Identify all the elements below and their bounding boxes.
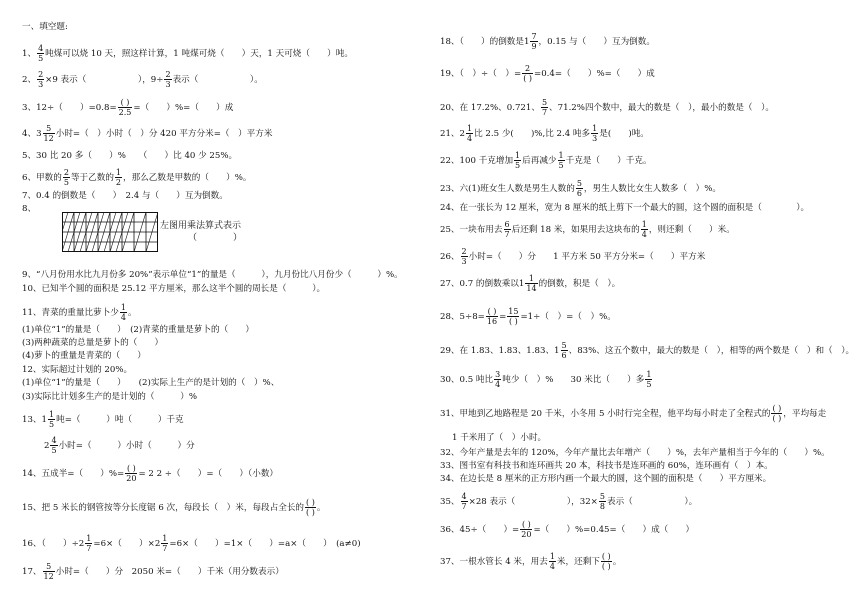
q14-den: 20 [126,474,137,483]
q35-f1-den: 7 [461,502,467,511]
q27-den: 14 [526,284,537,293]
q37-fraction-2 [601,552,612,571]
q15-den: ( ) [306,508,315,517]
q14-fraction [125,464,137,483]
q35-text-3: 表示（ ）。 [606,497,698,507]
question-7: 7、0.4 的倒数是（ ） 2.4 与（ ）互为倒数。 [22,191,228,201]
q19-text-2: =0.4=（ ）%=（ ）成 [534,69,655,79]
q31-num: ( ) [772,404,782,413]
question-15 [22,498,325,517]
question-3 [22,98,233,117]
q2-number: 2、 [22,75,37,85]
q15-num: ( ) [306,498,315,507]
q37-fraction-1 [549,552,556,571]
question-23 [440,179,721,198]
q31-den: ( ) [772,414,782,423]
q23-num: 5 [576,179,582,188]
q18-den: 9 [531,42,537,51]
q4-den: 12 [43,134,54,143]
q25-f2-den: 4 [641,230,647,239]
q3-num: ( ) [118,98,133,108]
q16-fraction-2 [161,534,168,553]
q18-num: 7 [531,32,537,41]
q21-f2-den: 3 [592,134,598,143]
q1-num: 4 [38,44,44,53]
q22-fraction-1 [514,151,521,170]
q19-den: ( ) [523,74,532,83]
q16-f1-num: 1 [86,534,92,543]
q22-f2-den: 5 [558,161,564,170]
q2-text-1: ×9 表示（ ），9÷ [45,75,164,85]
question-11-1: (1)单位“1”的量是（ ） (2)青菜的重量是萝卜的（ ） [22,325,254,335]
q27-text-1: 27、0.7 的倒数乘以 [440,279,519,289]
q37-text-1: 37、一根水管长 4 米，用去 [440,557,548,567]
q21-fraction-2 [591,124,598,143]
q23-den: 6 [576,189,582,198]
q28-fraction-1 [486,307,498,326]
question-36 [440,520,694,539]
q35-fraction-1 [461,492,468,511]
question-13b [44,436,195,455]
q17-fraction [43,562,55,581]
q30-fraction-1 [494,370,501,389]
q11-text-2: 。 [127,308,137,318]
q6-f2-den: 2 [115,178,122,187]
q28-f2-num: 15 [508,307,519,316]
q20-text-2: 、71.2%四个数中，最大的数是（ ），最小的数是（ ）。 [549,103,774,113]
question-25 [440,220,735,239]
question-22 [440,151,652,170]
q2-f1-den: 3 [38,80,44,89]
q6-f1-den: 5 [63,178,69,187]
question-13a [22,410,184,429]
q8-grid-figure [62,212,158,252]
q36-den: 20 [521,530,532,539]
question-35 [440,492,697,511]
q22-f1-den: 5 [515,161,521,170]
q4-whole: 3 [36,129,42,139]
q23-fraction [576,179,583,198]
q30-text-2: 吨少（ ）% 30 米比（ ）多 [502,375,645,385]
q4-number: 4、 [22,129,37,139]
q26-den: 3 [461,257,467,266]
q20-num: 5 [541,98,548,107]
q22-f2-num: 1 [558,151,564,160]
q11-fraction [120,303,127,322]
q36-text-2: =（ ）%=0.45=（ ）成（ ） [533,525,695,535]
q27-whole: 1 [518,279,525,289]
question-10: 10、已知半个圆的面积是 25.12 平方厘米，那么这半个圆的周长是（ ）。 [22,284,326,294]
q3-fraction [118,98,133,117]
q26-num: 2 [461,247,467,256]
question-21 [440,124,649,143]
q27-num: 1 [525,274,537,284]
question-28 [440,307,616,326]
q19-num: 2 [522,64,533,74]
question-27 [440,274,620,293]
question-11-3: (3)两种蔬菜的总量是萝卜的（ ） [22,338,164,348]
q22-text-3: 千克是（ ）千克。 [565,156,652,166]
question-1 [22,44,353,63]
q13b-num: 4 [51,436,57,445]
q31-text-2: ，平均每走 [783,409,827,419]
q15-fraction [305,498,316,517]
q13a-num: 1 [49,410,55,419]
q14-text-2: = 2 2 ÷（ ）=（ ）（小数） [138,469,279,479]
q13b-whole: 2 [44,441,50,451]
q8-answer-paren: （ ） [188,233,243,243]
question-8: 8、 [22,204,37,214]
q21-fraction-1 [466,124,473,143]
q36-num: ( ) [521,520,531,529]
q13a-text-2: 吨=（ ）吨（ ）千克 [56,415,184,425]
q19-text-1: 19、（ ）÷（ ）= [440,69,522,79]
q16-f2-den: 7 [162,544,168,553]
q28-f1-num: ( ) [487,307,497,316]
question-32: 32、今年产量是去年的 120%，今年产量比去年增产（ ）%，去年产量相当于今年的（ ）%。 [440,448,830,458]
q26-fraction [461,247,468,266]
q26-text-2: 小时=（ ）分 1 平方米 50 平方分米=（ ）平方米 [468,252,706,262]
q16-text-3: =6×（ ）=1×（ ）=a×（ ） (a≠0) [169,539,361,549]
q1-den: 5 [38,54,44,63]
q8-caption: 左图用乘法算式表示 [160,221,242,231]
q30-f1-num: 3 [495,370,501,379]
q6-fraction-1 [63,168,70,187]
question-14 [22,464,278,483]
section-title: 一、填空题: [22,22,68,32]
q13b-den: 5 [51,446,57,455]
q17-num: 5 [43,562,55,572]
q6-text-2: 等于乙数的 [70,173,114,183]
q6-text-1: 6、甲数的 [22,173,62,183]
q18-whole: 1 [523,37,530,47]
q29-text-1: 29、在 1.83、1.83、1.83、1 [440,346,560,356]
question-2 [22,70,263,89]
q6-f2-num: 1 [115,168,122,177]
q28-text-2: = [499,312,507,322]
question-33: 33、图书室有科技书和连环画共 20 本，科技书是连环画的 60%，连环画有（ ）本。 [440,461,773,471]
q27-text-2: 的倒数，积是（ ）。 [538,279,621,289]
q35-f2-den: 8 [599,502,605,511]
q37-text-2: 米，还剩下 [556,557,600,567]
q4-text: 小时=（ ）小时（ ）分 420 平方分米=（ ）平方米 [55,129,273,139]
q37-f1-num: 1 [549,552,555,561]
question-6 [22,168,252,187]
q17-text-1: 17、 [22,567,42,577]
question-24: 24、在一张长为 12 厘米，宽为 8 厘米的纸上剪下一个最大的圆，这个圆的面积是（ ）。 [440,203,810,213]
q15-text-2: 。 [316,503,326,513]
q13a-text-1: 13、 [22,415,42,425]
q29-den: 6 [561,351,567,360]
q22-f1-num: 1 [515,151,521,160]
q3-den: 2.5 [118,108,132,117]
q31-text-1: 31、甲地到乙地路程是 20 千米，小冬用 5 小时行完全程，他平均每小时走了全程式的 [440,409,771,419]
question-34: 34、在边长是 8 厘米的正方形内画一个最大的圆，这个圆的面积是（ ）平方厘米。 [440,474,772,484]
q25-text-3: ，则还剩（ ）米。 [648,225,735,235]
q25-text-2: 后还剩 18 米，如果用去这块布的 [511,225,640,235]
q29-text-2: 、83%、这五个数中，最大的数是（ ），相等的两个数是（ ）和（ ）。 [568,346,855,356]
q18-text-2: ，0.15 与（ ）互为倒数。 [538,37,655,47]
q25-f1-num: 6 [504,220,510,229]
q18-fraction [530,32,537,51]
q31-fraction [771,404,782,423]
q25-f1-den: 7 [504,230,510,239]
q1-text: 吨煤可以烧 10 天，照这样计算，1 吨煤可烧（ ）天，1 天可烧（ ）吨。 [45,49,353,59]
q37-text-3: 。 [612,557,622,567]
q3-number: 3、 [22,103,37,113]
q2-f2-num: 2 [165,70,171,79]
q16-text-1: 16、（ ）÷2 [22,539,85,549]
q35-fraction-2 [599,492,606,511]
q36-fraction [520,520,532,539]
q28-f2-den: ( ) [508,317,518,326]
q1-number: 1、 [22,49,37,59]
q21-text-2: 比 2.5 少( )%,比 2.4 吨多 [474,129,591,139]
q4-fraction [43,124,55,143]
q22-text-2: 后再减少 [522,156,557,166]
q21-f1-num: 1 [467,124,473,133]
q6-f1-num: 2 [63,168,69,177]
q30-fraction-2 [645,370,652,389]
q2-fraction-1 [37,70,44,89]
q22-fraction-2 [558,151,565,170]
q22-text-1: 22、100 千克增加 [440,156,514,166]
q21-text-1: 21、 [440,129,460,139]
q23-text-1: 23、六(1)班女生人数是男生人数的 [440,184,575,194]
q2-fraction-2 [164,70,171,89]
q21-f2-num: 1 [592,124,598,133]
q21-whole: 2 [459,129,465,139]
q35-f2-num: 5 [599,492,605,501]
q1-fraction [37,44,44,63]
q19-fraction [522,64,533,83]
q3-text-1: 12÷（ ）=0.8= [36,103,117,113]
q6-fraction-2 [115,168,122,187]
q28-text-3: =1÷（ ）=（ ）%。 [520,312,616,322]
q20-den: 7 [541,108,548,117]
q11-den: 4 [120,313,126,322]
q14-num: ( ) [126,464,136,473]
question-16 [22,534,361,553]
q13b-text-2: 小时=（ ）小时（ ）分 [58,441,195,451]
q28-text-1: 28、5÷8= [440,312,485,322]
q21-text-3: 是( )吨。 [599,129,649,139]
question-4 [22,124,272,143]
q30-f1-den: 4 [495,380,501,389]
q25-fraction-1 [504,220,511,239]
q37-f2-den: ( ) [601,562,611,571]
q21-f1-den: 4 [467,134,473,143]
q16-fraction-1 [85,534,92,553]
q26-text-1: 26、 [440,252,460,262]
q36-text-1: 36、45÷（ ）= [440,525,520,535]
question-26 [440,247,705,266]
q27-fraction [525,274,537,293]
q16-text-2: =6×（ ）×2 [93,539,161,549]
q30-text-1: 30、0.5 吨比 [440,375,494,385]
q28-f1-den: 16 [486,317,498,326]
question-30 [440,370,653,389]
q18-text-1: 18、（ ）的倒数是 [440,37,524,47]
question-9: 9、“八月份用水比九月份多 20%”表示单位“1”的量是（ ），九月份比八月份少（ ）%。 [22,270,403,280]
q6-text-3: ，那么乙数是甲数的（ ）%。 [123,173,252,183]
question-12: 12、实际超过计划的 20%。 [22,365,133,375]
q23-text-2: ，男生人数比女生人数多（ ）%。 [583,184,721,194]
q20-fraction [541,98,548,117]
question-12-1: (1)单位“1”的量是（ ） (2)实际上生产的是计划的（ ）%、 [22,378,280,388]
q16-f1-den: 7 [86,544,92,553]
q29-fraction [561,341,568,360]
q13a-whole: 1 [41,415,47,425]
question-19 [440,64,655,83]
question-37 [440,552,621,571]
q13a-fraction [48,410,55,429]
q11-text-1: 11、青菜的重量比萝卜少 [22,308,119,318]
question-17 [22,562,284,581]
q20-text-1: 20、在 17.2%、0.721、 [440,103,540,113]
question-29 [440,341,854,360]
question-31 [440,404,826,423]
q28-fraction-2 [507,307,519,326]
q2-f2-den: 3 [165,80,171,89]
q25-fraction-2 [641,220,648,239]
q17-den: 12 [43,572,54,581]
q35-f1-num: 4 [461,492,467,501]
q30-f2-den: 5 [646,380,652,389]
q29-num: 5 [561,341,567,350]
question-18 [440,32,655,51]
question-31-cont: 1 千米用了（ ）小时。 [452,433,547,443]
question-5: 5、30 比 20 多（ ）% （ ）比 40 少 25%。 [22,151,238,161]
q30-f2-num: 1 [646,370,652,379]
question-20 [440,98,774,117]
q11-num: 1 [120,303,126,312]
q16-f2-num: 1 [162,534,168,543]
q15-text-1: 15、把 5 米长的钢管按等分长度锯 6 次，每段长（ ）米，每段占全长的 [22,503,305,513]
q17-text-2: 小时=（ ）分 2050 米=（ ）千米（用分数表示） [55,567,284,577]
question-12-3: (3)实际比计划多生产的是计划的（ ）% [22,392,198,402]
q25-text-1: 25、一块布用去 [440,225,503,235]
q2-text-2: 表示（ ）。 [172,75,263,85]
question-11-4: (4)萝卜的重量是青菜的（ ） [22,351,146,361]
q13a-den: 5 [49,420,55,429]
q4-num: 5 [43,124,55,134]
q35-text-2: ×28 表示（ ），32× [468,497,598,507]
q14-text-1: 14、五成半=（ ）%= [22,469,125,479]
question-11 [22,303,137,322]
q25-f2-num: 1 [641,220,647,229]
q35-text-1: 35、 [440,497,460,507]
q13b-fraction [50,436,57,455]
q37-f1-den: 4 [549,562,555,571]
q3-text-2: =（ ）%=（ ）成 [133,103,234,113]
q2-f1-num: 2 [38,70,44,79]
q37-f2-num: ( ) [601,552,611,561]
